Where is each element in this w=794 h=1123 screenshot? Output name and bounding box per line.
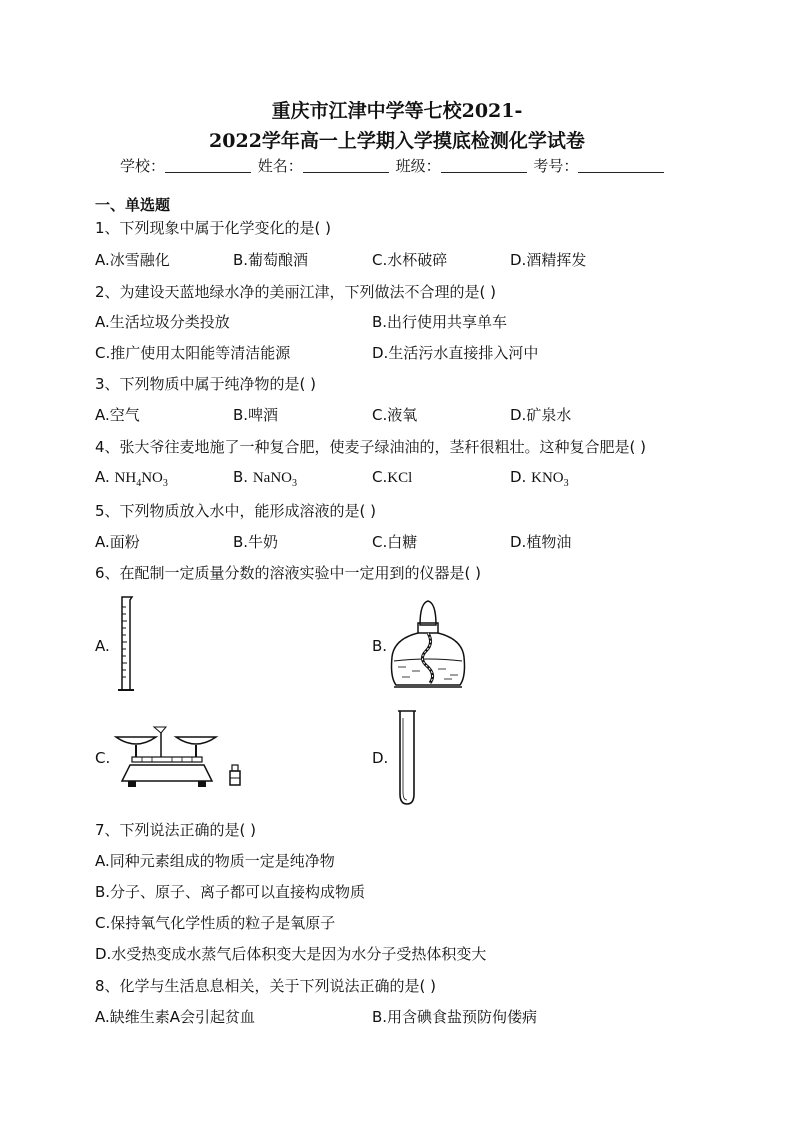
q1-option-c[interactable]: C.水杯破碎 <box>372 251 448 269</box>
q3-option-b[interactable]: B.啤酒 <box>233 406 279 424</box>
q5-option-d[interactable]: D.植物油 <box>510 533 572 551</box>
q4-option-a[interactable] <box>95 468 168 489</box>
q4-option-d-letter: D. <box>510 468 527 486</box>
q4-option-c[interactable] <box>372 468 412 487</box>
formula-subscript: 4 <box>136 478 142 489</box>
q4-option-d-formula <box>531 470 569 489</box>
test-tube-icon <box>394 708 420 808</box>
q3-option-d[interactable]: D.矿泉水 <box>510 406 572 424</box>
q4-option-b-formula <box>252 470 297 489</box>
class-label: 班级： <box>395 157 441 175</box>
student-info-row <box>120 155 666 176</box>
formula-subscript: 3 <box>563 478 569 489</box>
question-2-stem: 2、为建设天蓝地绿水净的美丽江津，下列做法不合理的是( ) <box>95 283 497 301</box>
formula-part: KNO <box>531 470 564 486</box>
name-label: 姓名： <box>257 157 303 175</box>
q2-option-d[interactable]: D.生活污水直接排入河中 <box>372 344 539 362</box>
question-4-stem: 4、张大爷往麦地施了一种复合肥，使麦子绿油油的，茎秆很粗壮。这种复合肥是( ) <box>95 438 647 456</box>
q4-option-c-letter: C. <box>372 468 388 486</box>
q2-option-a[interactable]: A.生活垃圾分类投放 <box>95 313 230 331</box>
q6-option-b[interactable]: B. <box>372 637 388 655</box>
q7-option-d[interactable]: D.水受热变成水蒸气后体积变大是因为水分子受热体积变大 <box>95 945 487 963</box>
q4-option-c-formula: KCl <box>387 470 413 486</box>
question-5-stem: 5、下列物质放入水中，能形成溶液的是( ) <box>95 502 377 520</box>
section-title: 一、单选题 <box>95 196 171 214</box>
q3-option-c[interactable]: C.液氧 <box>372 406 418 424</box>
question-8-stem: 8、化学与生活息息相关，关于下列说法正确的是( ) <box>95 977 437 995</box>
formula-part: NaNO <box>252 470 292 486</box>
balance-scale-icon <box>112 725 247 790</box>
q4-option-a-formula <box>114 470 168 489</box>
q3-option-a[interactable]: A.空气 <box>95 406 140 424</box>
q5-option-b[interactable]: B.牛奶 <box>233 533 279 551</box>
q1-option-d[interactable]: D.酒精挥发 <box>510 251 587 269</box>
graduated-cylinder-icon <box>112 595 142 695</box>
q2-option-b[interactable]: B.出行使用共享单车 <box>372 313 508 331</box>
alcohol-lamp-icon <box>388 595 468 695</box>
formula-part: NH <box>114 470 137 486</box>
q7-option-a[interactable]: A.同种元素组成的物质一定是纯净物 <box>95 852 335 870</box>
q8-option-a[interactable]: A.缺维生素A会引起贫血 <box>95 1008 256 1026</box>
q7-option-b[interactable]: B.分子、原子、离子都可以直接构成物质 <box>95 883 366 901</box>
q5-option-a[interactable]: A.面粉 <box>95 533 140 551</box>
school-label: 学校： <box>120 157 166 175</box>
q1-option-b[interactable]: B.葡萄酿酒 <box>233 251 309 269</box>
q6-option-c[interactable]: C. <box>95 749 111 767</box>
q1-option-a[interactable]: A.冰雪融化 <box>95 251 170 269</box>
exam-number-label: 考号： <box>533 157 579 175</box>
exam-number-blank[interactable] <box>578 158 664 173</box>
question-1-stem: 1、下列现象中属于化学变化的是( ) <box>95 219 332 237</box>
q4-option-b[interactable] <box>233 468 297 489</box>
q4-option-a-letter: A. <box>95 468 110 486</box>
formula-subscript: 3 <box>292 478 297 489</box>
q4-option-b-letter: B. <box>233 468 249 486</box>
formula-subscript: 3 <box>162 478 168 489</box>
exam-title-line-1: 重庆市江津中学等七校2021- <box>271 100 523 122</box>
q7-option-c[interactable]: C.保持氧气化学性质的粒子是氧原子 <box>95 914 336 932</box>
q8-option-b[interactable]: B.用含碘食盐预防佝偻病 <box>372 1008 538 1026</box>
q2-option-c[interactable]: C.推广使用太阳能等清洁能源 <box>95 344 291 362</box>
question-7-stem: 7、下列说法正确的是( ) <box>95 821 257 839</box>
formula-part: NO <box>141 470 163 486</box>
q6-option-d[interactable]: D. <box>372 749 389 767</box>
class-blank[interactable] <box>441 158 527 173</box>
q5-option-c[interactable]: C.白糖 <box>372 533 418 551</box>
exam-title-line-2: 2022学年高一上学期入学摸底检测化学试卷 <box>209 130 585 152</box>
question-6-stem: 6、在配制一定质量分数的溶液实验中一定用到的仪器是( ) <box>95 564 482 582</box>
q6-option-a[interactable]: A. <box>95 637 110 655</box>
school-blank[interactable] <box>165 158 251 173</box>
question-3-stem: 3、下列物质中属于纯净物的是( ) <box>95 375 317 393</box>
name-blank[interactable] <box>303 158 389 173</box>
q4-option-d[interactable] <box>510 468 569 489</box>
